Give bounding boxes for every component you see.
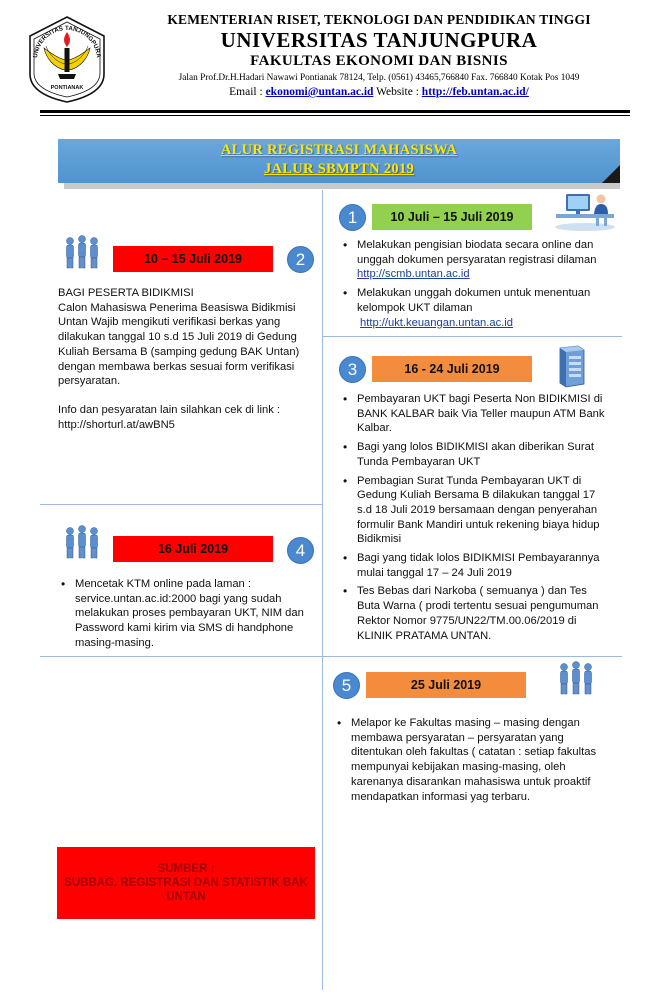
step-2-date: 10 – 15 Juli 2019 <box>113 246 273 272</box>
step-2-heading: BAGI PESERTA BIDIKMISI <box>58 287 194 299</box>
step-1-bullet <box>340 238 608 282</box>
step-5-number: 5 <box>333 672 360 699</box>
right-divider-2 <box>322 656 622 657</box>
header-rule-thick <box>40 110 630 113</box>
step-4-content <box>58 577 314 655</box>
step-2-body: Calon Mahasiswa Penerima Beasiswa Bidikmisi Untan Wajib mengikuti verifikasi berkas yang dilakukan tanggal 10 s.d 15 Juli 2019 di Gedung Kuliah Bersama B (samping gedung BAK Untan) dengan membawa berkas sesuai form verifikasi persyaratan. <box>58 301 300 388</box>
step-1-content <box>340 238 608 334</box>
step-5-content <box>334 716 604 808</box>
title-line-2: JALUR SBMPTN 2019 <box>263 161 415 177</box>
step-1-date: 10 Juli – 15 Juli 2019 <box>372 204 532 230</box>
step-3-bullet: • Pembagian Surat Tunda Pembayaran UKT di Gedung Kuliah Bersama B dilakukan tanggal 17 s.d 18 Juli 2019 bersamaan dengan penyerahan formulir Bank Mandiri untuk rekening biaya hidup Bidikmisi <box>340 474 608 548</box>
step-3-date: 16 - 24 Juli 2019 <box>372 356 532 382</box>
logo-city: PONTIANAK <box>50 85 84 91</box>
step-2-content <box>58 286 316 432</box>
logo-arc-text: UNIVERSITAS TANJUNGPURA <box>32 24 102 59</box>
address: Jalan Prof.Dr.H.Hadari Nawawi Pontianak 78124, Telp. (0561) 43465,766840 Fax. 766840 Kotak Pos 1049 <box>178 73 580 83</box>
right-divider-1 <box>322 336 622 337</box>
step-4-number: 4 <box>287 537 314 564</box>
center-divider <box>322 190 323 990</box>
step-3-number: 3 <box>339 356 366 383</box>
people-group-icon <box>62 524 102 562</box>
left-divider-1 <box>40 504 322 505</box>
step-3-content <box>340 392 608 647</box>
step-3-bullet: • Bagi yang tidak lolos BIDIKMISI Pembayarannya mulai tanggal 17 – 24 Juli 2019 <box>340 551 608 580</box>
step-5-bullet: • Melapor ke Fakultas masing – masing dengan membawa persyaratan – persyaratan yang ditentukan oleh fakultas ( catatan : setiap fakultas mempunyai kebijakan masing-masing, oleh karenanya disarankan mahasiswa untuk proaktif mendapatkan informasi yag terbaru. <box>334 716 604 804</box>
scmb-link[interactable]: http://scmb.untan.ac.id <box>357 268 470 281</box>
email-label: Email : <box>229 86 266 98</box>
step-5-date: 25 Juli 2019 <box>366 672 526 698</box>
computer-user-icon <box>552 190 618 232</box>
step-1-bullet <box>340 286 608 330</box>
step-3-bullet: • Pembayaran UKT bagi Peserta Non BIDIKMISI di BANK KALBAR baik Via Teller maupun ATM Bank Kalbar. <box>340 392 608 436</box>
people-group-icon <box>556 660 596 698</box>
source-box <box>57 847 315 919</box>
source-label: SUMBER : <box>157 863 215 875</box>
server-icon <box>552 344 586 388</box>
step-2-number: 2 <box>287 246 314 273</box>
step-1-number: 1 <box>339 204 366 231</box>
step-2-info-link[interactable]: http://shorturl.at/awBN5 <box>58 418 175 431</box>
step-2-info: Info dan pesyaratan lain silahkan cek di link : <box>58 403 281 416</box>
step-4-date: 16 Juli 2019 <box>113 536 273 562</box>
banner-shadow <box>64 183 620 189</box>
step-4-bullet: • Mencetak KTM online pada laman : service.untan.ac.id:2000 bagi yang sudah melakukan proses pembayaran UKT, NIM dan Password kami kirim via SMS di handphone masing-masing. <box>58 577 314 651</box>
ukt-link[interactable]: http://ukt.keuangan.untan.ac.id <box>360 316 514 329</box>
people-group-icon <box>62 234 102 272</box>
title-line-1: ALUR REGISTRASI MAHASISWA <box>220 142 458 158</box>
left-divider-2 <box>40 656 322 657</box>
ministry-name: KEMENTERIAN RISET, TEKNOLOGI DAN PENDIDIKAN TINGGI <box>167 12 591 27</box>
contact-line <box>110 86 648 98</box>
website-label: Website : <box>373 86 422 98</box>
website-link[interactable]: http://feb.untan.ac.id/ <box>421 86 529 98</box>
faculty-name: FAKULTAS EKONOMI DAN BISNIS <box>250 53 508 69</box>
email-link[interactable]: ekonomi@untan.ac.id <box>265 86 374 98</box>
step-3-bullet: • Tes Bebas dari Narkoba ( semuanya ) dan Tes Buta Warna ( prodi tertentu sesuai pengumuman Rektor Nomor 9775/UN22/TM.00.06/2019 di KLINIK PRATAMA UNTAN. <box>340 584 608 643</box>
source-text: SUBBAG. REGISTRASI DAN STATISTIK BAK UNTAN <box>64 877 308 903</box>
university-name: UNIVERSITAS TANJUNGPURA <box>220 28 538 52</box>
step-1-bullet-1-text: Melakukan pengisian biodata secara online dan unggah dokumen persyaratan registrasi dilaman <box>357 239 597 266</box>
step-3-bullet: • Bagi yang lolos BIDIKMISI akan diberikan Surat Tunda Pembayaran UKT <box>340 440 608 469</box>
step-1-bullet-2-text: Melakukan unggah dokumen untuk menentuan kelompok UKT dilaman <box>357 287 591 314</box>
university-logo <box>24 14 110 104</box>
header-rule-thin <box>40 115 630 116</box>
